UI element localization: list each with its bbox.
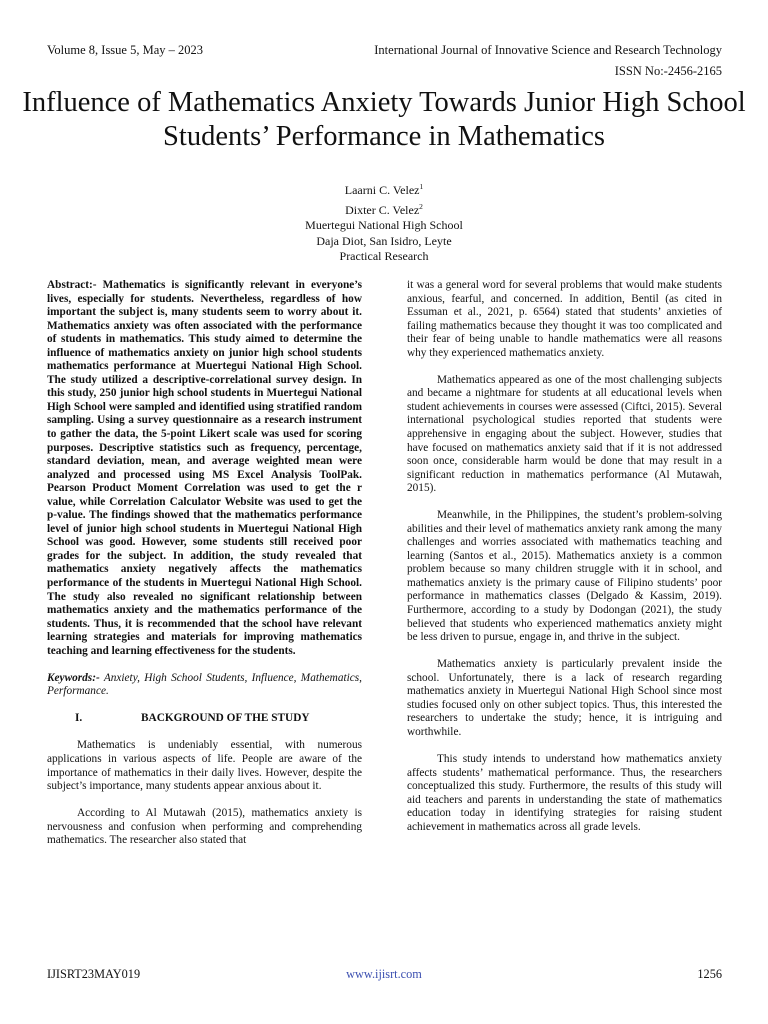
affiliation-school: Muertegui National High School (305, 218, 463, 232)
left-column (47, 279, 362, 848)
paper-title: Influence of Mathematics Anxiety Towards Junior High School Students’ Performance in Mathematics (22, 87, 746, 152)
journal-name: International Journal of Innovative Science and Research Technology (374, 43, 722, 57)
footer-code: IJISRT23MAY019 (47, 967, 141, 981)
affiliation-address: Daja Diot, San Isidro, Leyte (316, 233, 452, 248)
footer-site-link[interactable]: www.ijisrt.com (346, 967, 422, 981)
author-2: Dixter C. Velez$^2$ (345, 201, 423, 217)
keywords: Keywords:- Anxiety, High School Students, Influence, Mathematics, Performance. (47, 671, 362, 698)
body-paragraph: Mathematics is undeniably essential, with numerous applications in various aspects of life. People are aware of the importance of mathematics in their daily lives. However, despite the subject’s importance, many students appear anxious about it. (47, 739, 362, 793)
affiliation-dept: Practical Research (339, 249, 429, 263)
author-1: Laarni C. Velez$^1$ (344, 182, 424, 197)
body-paragraph: According to Al Mutawah (2015), mathematics anxiety is nervousness and confusion when performing and comprehending mathematics. The researcher also stated that (47, 807, 362, 847)
abstract: Abstract:- Mathematics is significantly relevant in everyone’s lives, especially for students. Nevertheless, regardless of how important the subject is, many students seem to worry about it. Mathematics anxiety was often associated with the performance of students in mathematics. This study aimed to determine the influence of mathematics anxiety on junior high school students mathematics performance at Muertegui National High School. The study utilized a descriptive-correlational survey design. In this study, 250 junior high school students in Muertegui National High School were sampled and identified using stratified random sampling. Using a survey questionnaire as a research instrument to gather the data, the 5-point Likert scale was used for scoring purposes. Descriptive statistics such as frequency, percentage, standard deviation, mean, and average weighted mean were analyzed and processed using MS Excel Analysis ToolPak. Pearson Product Moment Correlation was used to get the r value, while Correlation Calculator Website was used to get the p-value. The findings showed that the mathematics performance level of junior high school students in Muertegui National High School was good. However, some students still received poor grades for the subject. In addition, the study revealed that mathematics anxiety negatively affects the mathematics performance of the students in Muertegui National High School. The study also revealed no significant relationship between mathematics anxiety and the mathematics performance of the students. Thus, it is recommended that the school have relevant learning strategies and materials for improving mathematics teaching and learning effectiveness for the students. (47, 279, 362, 657)
right-column (407, 279, 722, 834)
page-number: 1256 (697, 967, 722, 981)
body-paragraph: Mathematics anxiety is particularly prevalent inside the school. Unfortunately, there is a lack of research regarding mathematics anxiety in Muertegui National High School since most studies focused only on other subject topics. Thus, this interested the researchers to undertake the study; hence, it is intriguing and worthwhile. (407, 658, 722, 738)
section-heading: I. BACKGROUND OF THE STUDY (75, 712, 310, 725)
issn: ISSN No:-2456-2165 (614, 64, 722, 78)
body-paragraph: Meanwhile, in the Philippines, the student’s problem-solving abilities and their level of mathematics anxiety rank among the many challenges and worries associated with mathematics teaching and learning (Santos et al., 2015). Mathematics anxiety is a common problem because so many children struggle with it in school, and mathematics anxiety is the primary cause of Filipino students’ poor performance in mathematics classes (Delgado & Kassim, 2019). Furthermore, according to a study by Dodongan (2021), the study believed that students who experienced mathematics anxiety might be less driven to pursue, engage in, and thrive in the subject. (407, 509, 722, 644)
body-paragraph-continued: it was a general word for several problems that would make students anxious, fearful, and concerned. In addition, Bentil (as cited in Essuman et al., 2021, p. 6564) stated that students’ anxieties of failing mathematics because they thought it was too complicated and their fear of being unable to handle mathematics were all reasons why they experienced mathematics anxiety. (407, 279, 722, 359)
volume-issue: Volume 8, Issue 5, May – 2023 (47, 43, 204, 57)
author-block (0, 179, 768, 265)
body-paragraph: Mathematics appeared as one of the most challenging subjects and became a nightmare for students at all educational levels when student achievements in courses were assessed (Ciftci, 2015). Several international psychological studies reported that students were apprehensive in engaging about the subject. However, studies that have focused on mathematics anxiety said that if it is not addressed soon once, considerable harm would be done that may result in a significant reduction in mathematics performance (Al Mutawah, 2015). (407, 373, 722, 495)
body-paragraph: This study intends to understand how mathematics anxiety affects students’ mathematical performance. Thus, the researchers conceptualized this study. Furthermore, the results of this study will aid teachers and parents in understanding the state of mathematics education today in identifying strategies for raising student achievement in mathematics across all grade levels. (407, 752, 722, 833)
